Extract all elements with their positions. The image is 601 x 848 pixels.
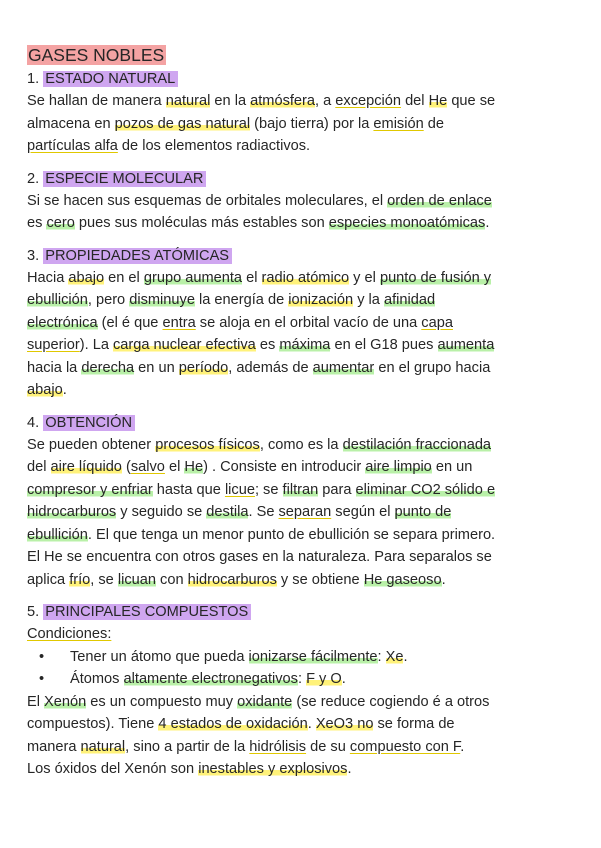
text-line (27, 334, 573, 357)
section-heading (27, 601, 573, 623)
section-body (27, 267, 573, 402)
highlighted-text: filtran (282, 481, 319, 498)
highlighted-text: punto de fusión y (379, 269, 492, 286)
text-segment: ; se (254, 481, 283, 498)
text-segment: que se (447, 93, 496, 109)
text-segment: Si se hacen sus esquemas de orbitales moleculares, el (27, 192, 388, 209)
highlighted-text: hidrocarburos (187, 571, 277, 588)
text-segment: en el (104, 269, 144, 286)
text-segment: y se obtiene (276, 571, 364, 588)
underlined-text: emisión (373, 115, 424, 132)
text-segment: en un (431, 459, 473, 475)
text-segment: , sino a partir de la (125, 738, 250, 755)
highlighted-text: ebullición (27, 526, 88, 543)
text-segment: . Se (248, 504, 279, 520)
highlighted-text: afinidad (383, 292, 436, 308)
text-segment: ( (121, 459, 131, 475)
text-line (27, 758, 573, 781)
highlighted-text: destilación fraccionada (342, 436, 492, 453)
highlighted-text: cero (46, 215, 75, 231)
text-segment: hacia la (27, 359, 82, 376)
text-segment: con (156, 571, 188, 588)
highlighted-text: Xe (385, 648, 404, 665)
highlighted-text: aire limpio (365, 459, 432, 475)
sections (27, 68, 573, 781)
text-line (27, 90, 573, 113)
text-segment: almacena en (27, 115, 115, 132)
text-line (27, 267, 573, 290)
bullet-dot: • (39, 648, 45, 665)
text-segment: , se (90, 571, 118, 588)
text-segment: : (377, 648, 386, 665)
text-segment: en el grupo hacia (374, 359, 491, 376)
section-number: 2. (27, 170, 44, 187)
underlined-text: capa (421, 314, 453, 331)
underlined-text: salvo (130, 459, 165, 475)
highlighted-text: Xenón (44, 693, 87, 710)
text-segment: (el é que (97, 314, 163, 331)
highlighted-text: disminuye (129, 292, 195, 308)
text-line (27, 289, 573, 312)
section-2 (27, 168, 573, 235)
highlighted-text: 4 estados de oxidación (158, 716, 308, 732)
highlighted-text: eliminar CO2 sólido e (355, 481, 496, 498)
highlighted-text: período (178, 359, 229, 376)
text-segment: de su (306, 738, 350, 755)
text-segment: . (62, 382, 67, 398)
text-segment: El (27, 693, 45, 710)
bullet-list (27, 646, 573, 691)
text-segment: Hacia (27, 269, 69, 286)
text-segment: Se pueden obtener (27, 436, 156, 453)
section-heading-label: OBTENCIÓN (43, 415, 135, 431)
highlighted-text: ionizarse fácilmente (248, 648, 378, 665)
text-line (27, 113, 573, 136)
section-number: 4. (27, 414, 44, 431)
text-line (27, 736, 573, 759)
text-segment: , pero (87, 292, 130, 308)
text-segment: Átomos (70, 671, 124, 687)
text-segment: . (441, 571, 446, 588)
text-segment: , a (315, 93, 336, 109)
highlighted-text: abajo (27, 382, 63, 398)
text-segment: de (423, 115, 445, 132)
text-segment: según el (331, 504, 395, 520)
section-heading (27, 245, 573, 267)
highlighted-text: pozos de gas natural (114, 115, 251, 132)
highlighted-text: radio atómico (261, 269, 350, 286)
text-line (27, 546, 573, 569)
text-segment: del (27, 459, 51, 475)
text-segment: en el G18 pues (330, 337, 438, 353)
page-title: GASES NOBLES (28, 45, 165, 65)
text-segment: . (460, 738, 465, 755)
text-line (27, 501, 573, 524)
text-segment: El He se encuentra con otros gases en la naturaleza. Para separalos se (27, 549, 492, 565)
highlighted-text: ionización (288, 292, 354, 308)
highlighted-text: He gaseoso (363, 571, 442, 588)
section-heading (27, 412, 573, 434)
section-heading-label: ESPECIE MOLECULAR (43, 171, 206, 187)
text-segment: Los óxidos del Xenón son (27, 761, 199, 777)
section-4 (27, 412, 573, 592)
highlighted-text: derecha (81, 359, 135, 376)
highlighted-text: licuan (117, 571, 156, 588)
highlighted-text: especies monoatómicas (328, 215, 486, 231)
underlined-text: partículas alfa (27, 138, 118, 154)
text-segment: para (318, 481, 356, 498)
text-line (27, 212, 573, 235)
highlighted-text: abajo (68, 269, 105, 286)
highlighted-text: oxidante (237, 693, 293, 710)
section-heading-label: PRINCIPALES COMPUESTOS (43, 604, 251, 620)
highlighted-text: atmósfera (250, 93, 316, 109)
text-segment: . (341, 671, 346, 687)
highlighted-text: procesos físicos (155, 436, 260, 453)
text-segment: en la (210, 93, 251, 109)
bullet-item (27, 668, 573, 691)
highlighted-text: electrónica (27, 314, 98, 331)
highlighted-text: compresor y enfriar (27, 481, 153, 498)
text-segment: . (347, 761, 352, 777)
highlighted-text: frío (69, 571, 91, 588)
highlighted-text: natural (80, 738, 126, 755)
highlighted-text: máxima (279, 337, 331, 353)
text-segment: aplica (27, 571, 70, 588)
text-segment: se aloja en el orbital vacío de una (195, 314, 422, 331)
bullet-item (27, 646, 573, 669)
text-line (27, 479, 573, 502)
text-line (27, 434, 573, 457)
text-segment: . El que tenga un menor punto de ebullición se separa primero. (87, 526, 496, 543)
underlined-text: separan (278, 504, 332, 520)
highlighted-text: grupo aumenta (143, 269, 243, 286)
highlighted-text: altamente electronegativos (123, 671, 298, 687)
text-segment: ). La (79, 337, 113, 353)
text-segment: , como es la (259, 436, 343, 453)
text-segment: el (242, 269, 262, 286)
section-body (27, 434, 573, 592)
section-body (27, 190, 573, 235)
highlighted-text: aumenta (437, 337, 495, 353)
text-line (27, 456, 573, 479)
underlined-text: hidrólisis (249, 738, 307, 755)
text-segment: . (307, 716, 316, 732)
text-segment: ) . Consiste en introducir (203, 459, 366, 475)
highlighted-text: aire líquido (50, 459, 122, 475)
text-line (27, 135, 573, 158)
highlighted-text: He (428, 93, 448, 109)
text-segment: . (403, 648, 408, 665)
text-segment: hasta que (152, 481, 225, 498)
text-segment: de los elementos radiactivos. (117, 138, 311, 154)
underlined-text: compuesto con F (349, 738, 461, 755)
text-line (27, 190, 573, 213)
section-heading-label: PROPIEDADES ATÓMICAS (43, 248, 232, 264)
highlighted-text: orden de enlace (387, 192, 492, 209)
highlighted-text: inestables y explosivos (198, 761, 348, 777)
text-line (27, 379, 573, 402)
text-segment: la energía de (194, 292, 289, 308)
section-heading (27, 168, 573, 190)
text-line (27, 691, 573, 714)
section-number: 3. (27, 247, 44, 264)
text-line (27, 312, 573, 335)
text-segment: es (27, 215, 47, 231)
underlined-text: excepción (335, 93, 402, 109)
text-segment: es (255, 337, 280, 353)
text-segment: se forma de (373, 716, 455, 732)
highlighted-text: hidrocarburos (27, 504, 117, 520)
text-segment: : (297, 671, 307, 687)
highlighted-text: aumentar (312, 359, 375, 376)
highlighted-text: ebullición (27, 292, 88, 308)
text-line (27, 713, 573, 736)
text-segment: y el (349, 269, 380, 286)
text-segment: el (164, 459, 185, 475)
text-line (27, 524, 573, 547)
text-segment: Tener un átomo que pueda (70, 648, 249, 665)
text-segment: . (485, 215, 490, 231)
text-segment: (bajo tierra) por la (250, 115, 374, 132)
highlighted-text: carga nuclear efectiva (113, 337, 256, 353)
text-segment: compuestos). Tiene (27, 716, 159, 732)
underlined-text: licue (224, 481, 255, 498)
text-segment: es un compuesto muy (86, 693, 238, 710)
section-body (27, 90, 573, 158)
text-segment: del (401, 93, 429, 109)
text-segment: y la (353, 292, 384, 308)
text-segment: pues sus moléculas más estables son (74, 215, 329, 231)
underlined-text: entra (162, 314, 196, 331)
highlighted-text: natural (165, 93, 211, 109)
conditions-text: Condiciones: (27, 626, 112, 642)
text-line (27, 357, 573, 380)
text-segment: , además de (228, 359, 313, 376)
underlined-text: superior (27, 337, 80, 353)
section-heading (27, 68, 573, 90)
section-body (27, 691, 573, 781)
highlighted-text: punto de (394, 504, 452, 520)
bullet-dot: • (39, 671, 45, 687)
section-1 (27, 68, 573, 158)
section-5 (27, 601, 573, 781)
section-number: 1. (27, 71, 44, 87)
section-3 (27, 245, 573, 402)
section-heading-label: ESTADO NATURAL (43, 71, 178, 87)
highlighted-text: XeO3 no (315, 716, 374, 732)
conditions-label (27, 623, 573, 646)
highlighted-text: F y O (306, 671, 342, 687)
text-segment: y seguido se (116, 504, 207, 520)
text-segment: Se hallan de manera (27, 93, 166, 109)
text-segment: (se reduce cogiendo é a otros (292, 693, 490, 710)
highlighted-text: He (184, 459, 204, 475)
text-line (27, 569, 573, 592)
text-segment: en un (134, 359, 179, 376)
highlighted-text: destila (206, 504, 249, 520)
section-number: 5. (27, 604, 44, 620)
text-segment: manera (27, 738, 81, 755)
